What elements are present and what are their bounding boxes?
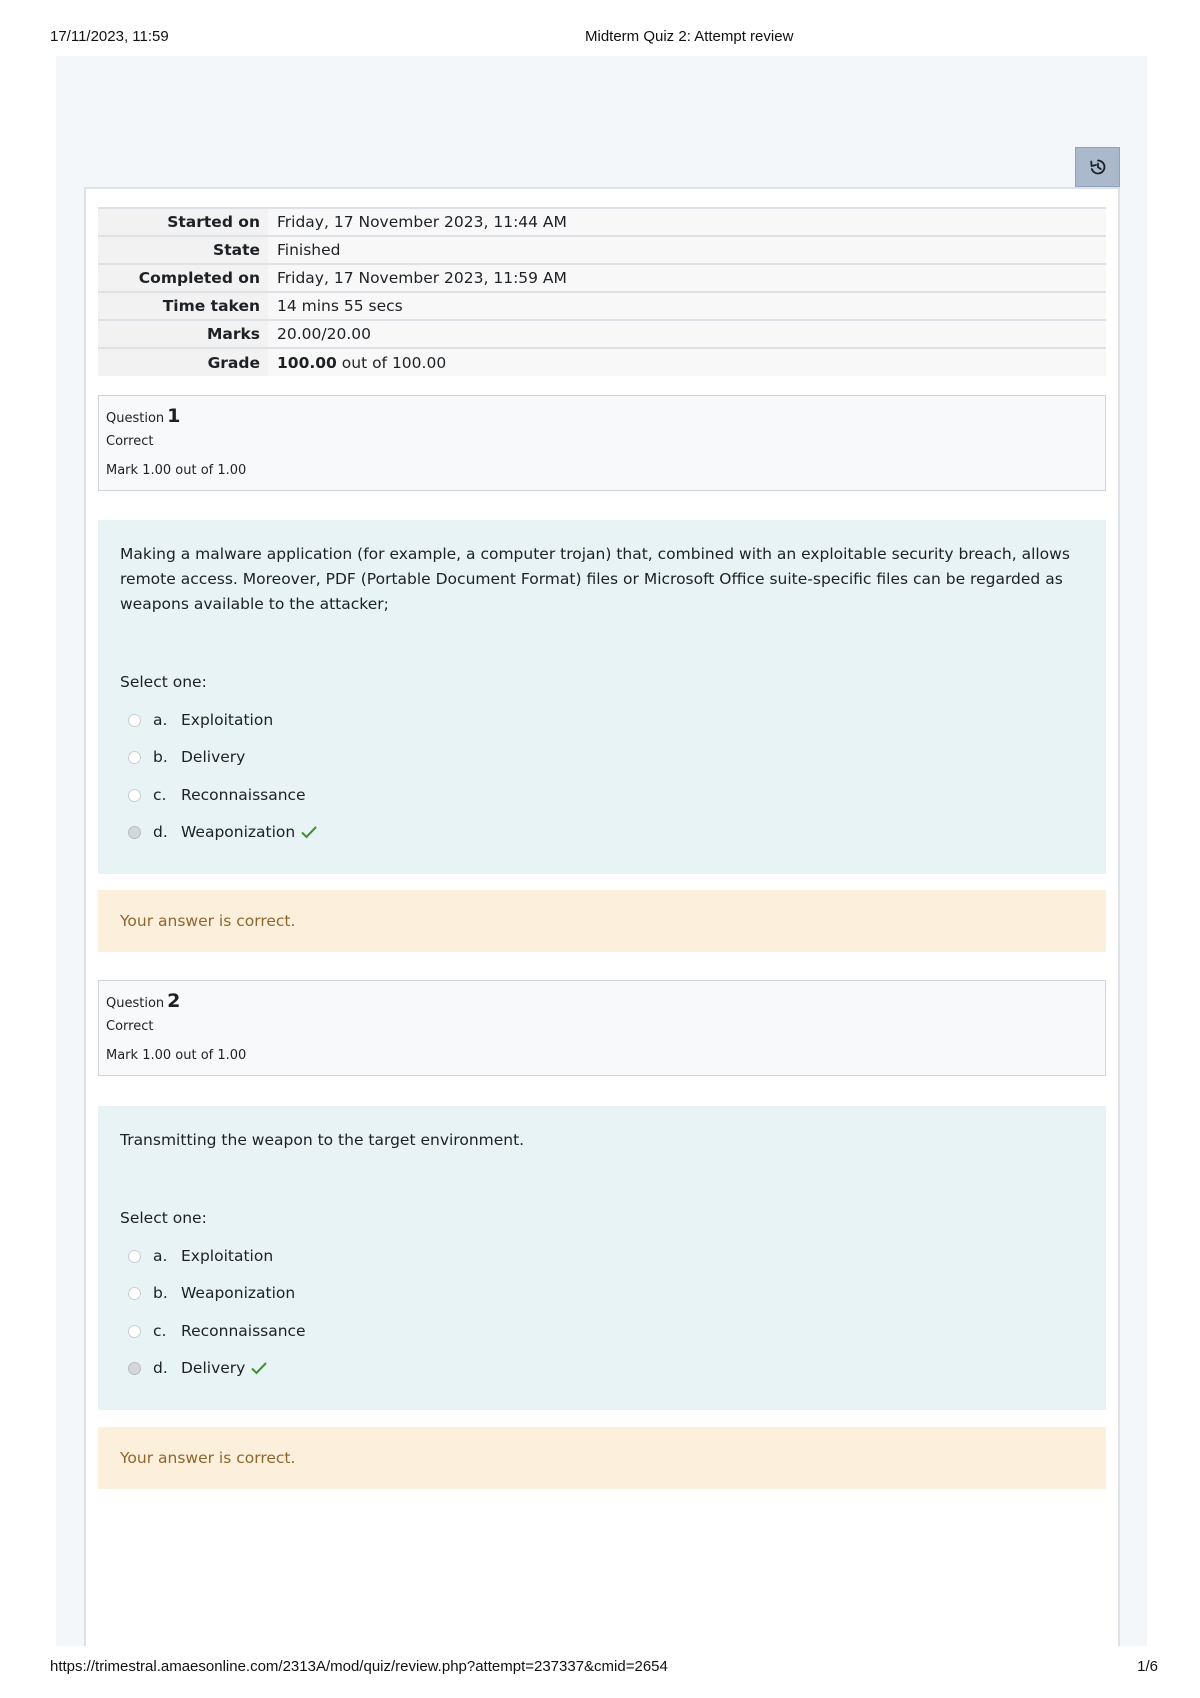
- summary-label: State: [98, 236, 268, 264]
- radio-button[interactable]: [128, 789, 141, 802]
- grade-out-of: out of 100.00: [341, 353, 447, 372]
- radio-button-selected[interactable]: [128, 826, 141, 839]
- radio-button[interactable]: [128, 1325, 141, 1338]
- radio-button-selected[interactable]: [128, 1362, 141, 1375]
- answer-option-a[interactable]: a. Exploitation: [128, 1244, 273, 1268]
- summary-label: Grade: [98, 348, 268, 376]
- answer-option-d[interactable]: d. Weaponization: [128, 820, 318, 844]
- answer-option-c[interactable]: c. Reconnaissance: [128, 783, 306, 807]
- print-datetime: 17/11/2023, 11:59: [50, 28, 169, 45]
- question-number: Question 1: [106, 405, 181, 427]
- summary-value: 14 mins 55 secs: [268, 292, 1106, 320]
- history-icon: [1088, 157, 1108, 177]
- summary-value: 20.00/20.00: [268, 320, 1106, 348]
- summary-row: [98, 264, 1106, 292]
- question-content-2: [98, 1106, 1106, 1410]
- question-text: Transmitting the weapon to the target environment.: [120, 1131, 525, 1149]
- summary-label: Completed on: [98, 264, 268, 292]
- print-url: https://trimestral.amaesonline.com/2313A/mod/quiz/review.php?attempt=237337&cmid=2654: [50, 1658, 668, 1675]
- summary-label: Time taken: [98, 292, 268, 320]
- question-text: Making a malware application (for example, a computer trojan) that, combined with an exploitable security breach, allows remote access. Moreover, PDF (Portable Document Format) files or Microsoft Office suite-specific files can be regarded as weapons available to the attacker;: [120, 545, 1070, 613]
- radio-button[interactable]: [128, 1250, 141, 1263]
- correct-check-icon: [300, 825, 318, 839]
- print-page-number: 1/6: [1137, 1658, 1158, 1675]
- print-footer: [50, 1658, 1158, 1678]
- select-one-prompt: Select one:: [120, 673, 207, 691]
- radio-button[interactable]: [128, 751, 141, 764]
- answer-option-b[interactable]: b. Weaponization: [128, 1281, 295, 1305]
- summary-row: [98, 208, 1106, 236]
- feedback-box-1: Your answer is correct.: [98, 890, 1106, 952]
- print-title: Midterm Quiz 2: Attempt review: [585, 28, 794, 45]
- question-mark: Mark 1.00 out of 1.00: [106, 1048, 247, 1063]
- question-mark: Mark 1.00 out of 1.00: [106, 463, 247, 478]
- question-info-1: [98, 395, 1106, 491]
- answer-option-c[interactable]: c. Reconnaissance: [128, 1319, 306, 1343]
- summary-row: [98, 236, 1106, 264]
- feedback-box-2: Your answer is correct.: [98, 1427, 1106, 1489]
- summary-value: Finished: [268, 236, 1106, 264]
- question-info-2: [98, 980, 1106, 1076]
- summary-value: [268, 348, 1106, 376]
- attempt-history-button[interactable]: [1075, 147, 1120, 187]
- summary-row: [98, 292, 1106, 320]
- question-number: Question 2: [106, 990, 181, 1012]
- answer-option-b[interactable]: b. Delivery: [128, 745, 245, 769]
- grade-score: 100.00: [277, 353, 337, 372]
- summary-value: Friday, 17 November 2023, 11:59 AM: [268, 264, 1106, 292]
- correct-check-icon: [250, 1361, 268, 1375]
- radio-button[interactable]: [128, 1287, 141, 1300]
- question-state: Correct: [106, 1019, 154, 1034]
- question-content-1: [98, 520, 1106, 874]
- summary-row-grade: [98, 348, 1106, 376]
- answer-option-d[interactable]: d. Delivery: [128, 1356, 268, 1380]
- radio-button[interactable]: [128, 714, 141, 727]
- summary-value: Friday, 17 November 2023, 11:44 AM: [268, 208, 1106, 236]
- summary-label: Marks: [98, 320, 268, 348]
- select-one-prompt: Select one:: [120, 1209, 207, 1227]
- attempt-summary-table: [98, 207, 1106, 376]
- print-header: [50, 28, 1158, 48]
- answer-option-a[interactable]: a. Exploitation: [128, 708, 273, 732]
- question-state: Correct: [106, 434, 154, 449]
- summary-row: [98, 320, 1106, 348]
- summary-label: Started on: [98, 208, 268, 236]
